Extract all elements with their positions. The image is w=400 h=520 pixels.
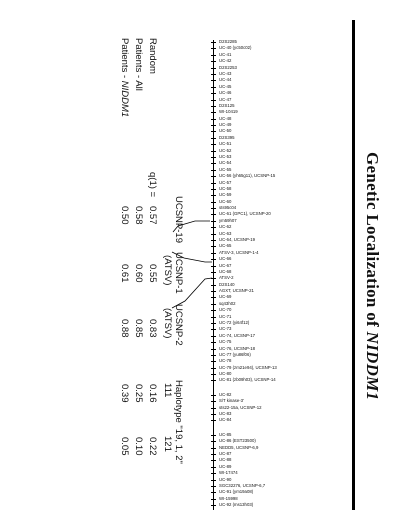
marker-label: UC-65 xyxy=(219,243,232,249)
marker-label: UC-82 xyxy=(219,391,232,397)
marker-label: UC-89 xyxy=(219,463,232,469)
value-ucsnp19-random: 0.57 xyxy=(147,206,158,225)
col-subheader-ucsnp2: (ATSV) xyxy=(162,308,173,339)
marker-label: UC-67 xyxy=(219,262,232,268)
marker-label: WI-15998 xyxy=(219,495,238,501)
marker-label: WI-17474 xyxy=(219,470,238,476)
marker-label: SGC32276, UCSNP-6,7 xyxy=(219,482,266,488)
value-hap121-niddm1: 0.05 xyxy=(119,437,130,456)
marker-label: UC-47 xyxy=(219,96,232,102)
marker-label: UC-48 xyxy=(219,115,232,121)
value-hap111-random: 0.16 xyxy=(147,384,158,403)
q1-label: q(1) = xyxy=(147,172,158,198)
marker-label: UC-59 xyxy=(219,192,232,198)
value-hap121-random: 0.22 xyxy=(147,437,158,456)
marker-label: D2S125 xyxy=(219,102,235,108)
marker-label: UC-66 xyxy=(219,256,232,262)
marker-label: S/T kinase-3' xyxy=(219,398,244,404)
marker-label: D2S2253 xyxy=(219,64,237,70)
marker-label: sts22-15a, UCSNP-12 xyxy=(219,404,262,410)
row-label-random: Random xyxy=(147,38,158,74)
marker-label: UC-64, UCSNP-19 xyxy=(219,237,256,242)
value-ucsnp2-all: 0.85 xyxy=(133,319,144,338)
marker-label: ATSV-3, UCSNP-1-4 xyxy=(219,249,259,255)
marker-label: UC-52 xyxy=(219,147,232,153)
col-header-ucsnp1: UCSNP-1 xyxy=(173,252,184,294)
value-hap121-all: 0.10 xyxy=(133,437,144,456)
marker-label: UC-61 (GPC1), UCSNP-20 xyxy=(219,211,271,217)
marker-label: NEDD5, UCSNP-6,9 xyxy=(219,444,259,450)
marker-label: UC-83 xyxy=(219,411,232,416)
value-hap111-all: 0.25 xyxy=(133,384,144,403)
value-ucsnp1-niddm1: 0.61 xyxy=(119,264,130,283)
marker-label: UC-46 xyxy=(219,90,232,96)
marker-label: D2S140 xyxy=(219,281,235,287)
marker-label: sts95c04 xyxy=(219,205,237,210)
col-subheader-ucsnp1: (ATSV) xyxy=(162,255,173,286)
marker-label: AGXT, UCSNP-21 xyxy=(219,288,254,293)
marker-label: D2S2285 xyxy=(219,39,237,44)
value-ucsnp19-all: 0.58 xyxy=(133,206,144,225)
col-header-ucsnp2: UCSNP-2 xyxy=(173,304,184,346)
marker-label: UC-81 (zb09h03), UCSNP-14 xyxy=(219,377,276,383)
marker-label: UC-40 (yc50c02) xyxy=(219,45,252,51)
haplotype-header: Haplotype "19, 1, 2" xyxy=(173,380,184,464)
row-label-patients-niddm1: Patients - NIDDM1 xyxy=(119,38,130,118)
row-label-patients-all: Patients - All xyxy=(133,38,144,91)
marker-label: D2S395 xyxy=(219,134,235,140)
title-emph: NIDDM1 xyxy=(363,331,382,401)
haplotype-col-121: 121 xyxy=(162,436,173,452)
marker-label: UC-43 xyxy=(219,70,232,76)
marker-label: ATSV-2 xyxy=(219,275,234,281)
marker-label: UC-80 xyxy=(219,371,232,377)
marker-label: UC-45 xyxy=(219,83,232,89)
marker-label: UC-44 xyxy=(219,77,232,83)
marker-label: UC-69 xyxy=(219,294,232,300)
value-ucsnp19-niddm1: 0.50 xyxy=(119,206,130,225)
marker-label: UC-77 (yu86f06) xyxy=(219,351,251,357)
value-ucsnp2-random: 0.83 xyxy=(147,319,158,338)
marker-label: UC-75 xyxy=(219,339,232,345)
marker-label: UC-56 (yh65g11), UCSNP-15 xyxy=(219,173,276,179)
marker-label: UC-91 (ym19a08) xyxy=(219,489,254,495)
title-prefix: Genetic Localization of xyxy=(363,152,382,332)
marker-label: UC-60 xyxy=(219,198,232,204)
marker-label: UC-86 (EST23500) xyxy=(219,438,256,444)
marker-label: UC-87 xyxy=(219,450,232,456)
marker-label: sq43h02 xyxy=(219,300,236,306)
marker-label: UC-78 xyxy=(219,358,232,364)
marker-label: UC-70 xyxy=(219,307,232,313)
marker-label: UC-71 xyxy=(219,313,232,319)
marker-label: UC-54 xyxy=(219,160,232,166)
marker-label: UC-85 xyxy=(219,431,232,437)
marker-label: UC-53 xyxy=(219,153,232,159)
col-header-ucsnp19: UCSNP-19 xyxy=(173,196,184,243)
marker-label: UC-72 (yi64f12) xyxy=(219,320,250,325)
marker-label: UC-74, UCSNP-17 xyxy=(219,332,256,338)
marker-label: UC-49 xyxy=(219,122,232,127)
value-ucsnp1-random: 0.55 xyxy=(147,264,158,283)
marker-label: UC-79 (zm21e94), UCSNP-13 xyxy=(219,364,277,370)
marker-label: UC-88 xyxy=(219,457,232,463)
marker-label: UC-68 xyxy=(219,268,232,274)
haplotype-col-111: 111 xyxy=(162,383,173,398)
marker-label: UC-55 xyxy=(219,166,232,172)
value-ucsnp2-niddm1: 0.88 xyxy=(119,319,130,338)
marker-label: UC-41 xyxy=(219,51,232,57)
marker-label: UC-62 xyxy=(219,224,232,230)
marker-label: UC-58 xyxy=(219,185,232,191)
marker-label: UC-90 xyxy=(219,476,232,482)
marker-label: UC-42 xyxy=(219,58,232,64)
marker-label: UC-63 xyxy=(219,230,232,236)
marker-label: WI-10419 xyxy=(219,109,238,115)
marker-label: UC-50 xyxy=(219,128,232,134)
marker-label: UC-84 xyxy=(219,417,232,423)
marker-label: UC-73 xyxy=(219,326,232,332)
value-hap111-niddm1: 0.39 xyxy=(119,384,130,403)
value-ucsnp1-all: 0.60 xyxy=(133,264,144,283)
marker-label: UC-92 (ms13h03) xyxy=(219,502,254,507)
marker-label: UC-76, UCSNP-18 xyxy=(219,345,256,351)
marker-label: UC-57 xyxy=(219,179,232,185)
marker-label: ym59h07 xyxy=(219,217,237,223)
marker-label: UC-51 xyxy=(219,141,232,147)
